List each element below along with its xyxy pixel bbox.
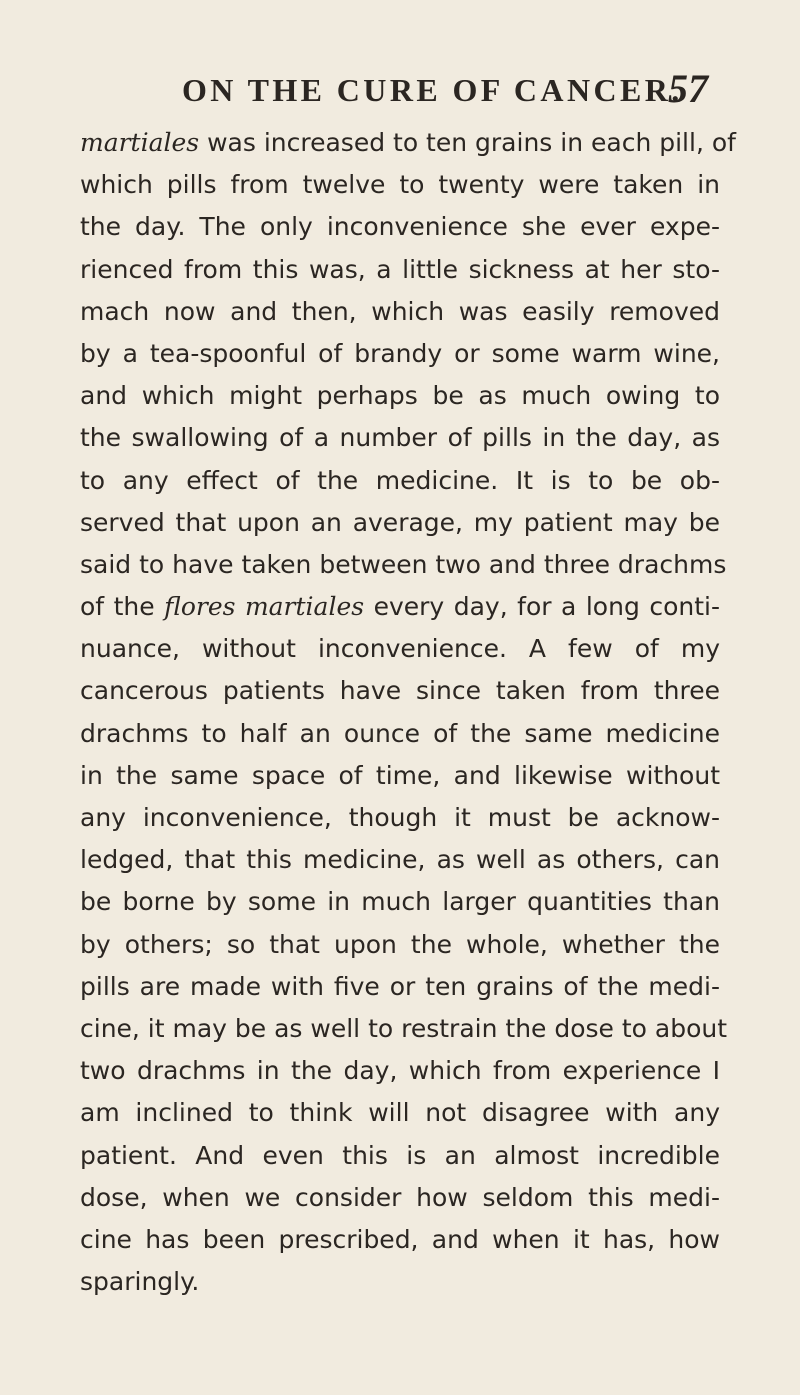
text-line: am inclined to think will not disagree with any [80, 1098, 720, 1128]
text-line: drachms to half an ounce of the same medicine [80, 718, 720, 748]
text-line: served that upon an average, my patient may be [80, 507, 720, 537]
text-line: two drachms in the day, which from experience I [80, 1056, 720, 1086]
text-line: which pills from twelve to twenty were taken in [80, 170, 720, 200]
text-line: by a tea-spoonful of brandy or some warm wine, [80, 338, 720, 368]
text-line: cine has been prescribed, and when it has, how [80, 1224, 720, 1254]
text-line: rienced from this was, a little sickness at her sto- [80, 254, 720, 284]
text-line: and which might perhaps be as much owing to [80, 381, 720, 411]
text-line: cine, it may be as well to restrain the dose to about [80, 1013, 728, 1043]
text-line: the day. The only inconvenience she ever expe- [80, 212, 720, 242]
text-line: the swallowing of a number of pills in the day, as [80, 423, 720, 453]
text-line: in the same space of time, and likewise without [80, 760, 720, 790]
running-head [0, 62, 800, 112]
text-line: dose, when we consider how seldom this medi- [80, 1182, 720, 1212]
page-header-title: ON THE CURE OF CANCER. [182, 72, 683, 108]
text-line: of the flores martiales every day, for a long conti- [80, 592, 720, 622]
text-line: to any effect of the medicine. It is to be ob- [80, 465, 720, 495]
text-line: ledged, that this medicine, as well as others, can [80, 845, 720, 875]
text-line: any inconvenience, though it must be acknow- [80, 803, 720, 832]
text-line: cancerous patients have since taken from three [80, 676, 720, 706]
page-number: 57 [668, 66, 708, 111]
text-line: nuance, without inconvenience. A few of my [80, 634, 720, 664]
text-line: pills are made with five or ten grains of the medi- [80, 971, 720, 1001]
text-line: be borne by some in much larger quantities than [80, 887, 720, 917]
body-text [80, 122, 736, 1303]
text-line: by others; so that upon the whole, whether the [80, 929, 720, 959]
text-line: patient. And even this is an almost incredible [80, 1140, 720, 1170]
text-line: mach now and then, which was easily removed [80, 296, 720, 326]
text-line: said to have taken between two and three drachms [80, 549, 727, 579]
text-line: martiales was increased to ten grains in each pill, of [80, 128, 736, 157]
text-line: sparingly. [80, 1267, 200, 1297]
